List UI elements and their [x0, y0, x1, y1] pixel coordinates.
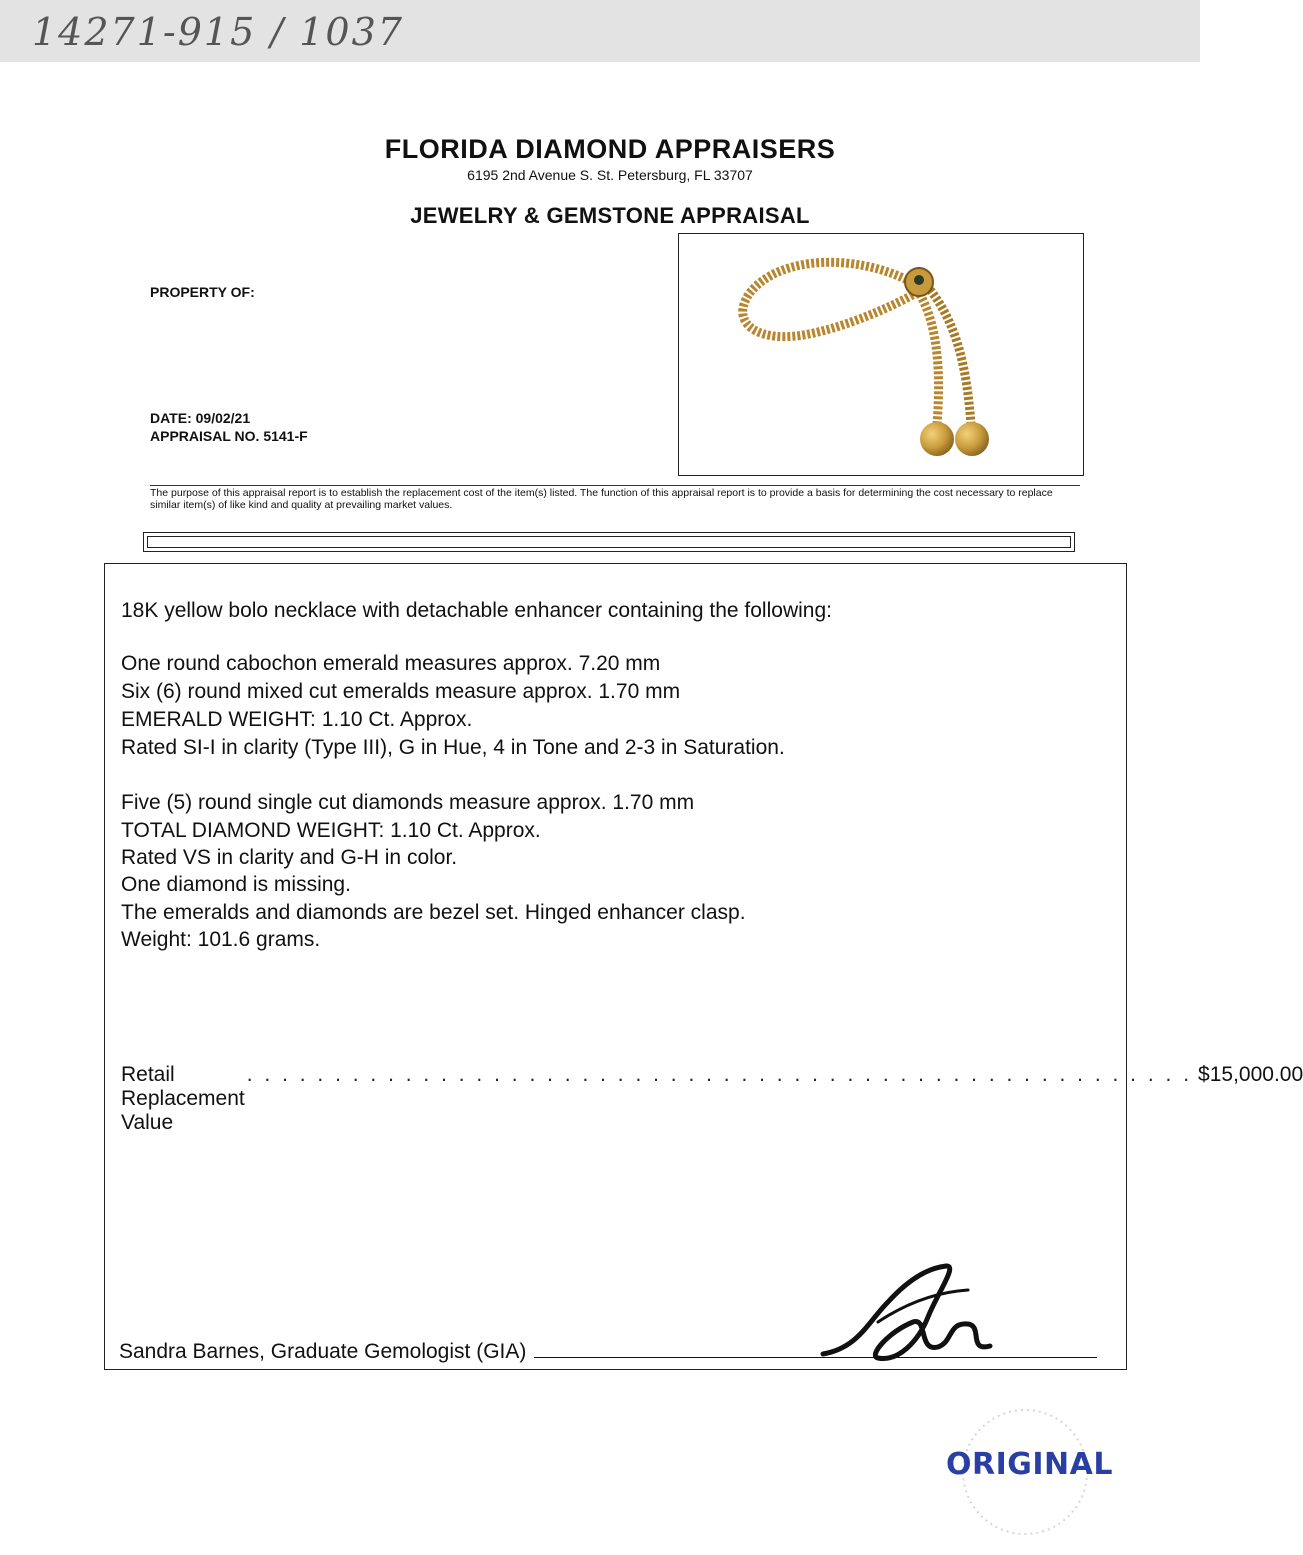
emerald-line-3: EMERALD WEIGHT: 1.10 Ct. Approx.	[121, 708, 473, 731]
diamond-line-2: TOTAL DIAMOND WEIGHT: 1.10 Ct. Approx.	[121, 819, 541, 842]
document-title: JEWELRY & GEMSTONE APPRAISAL	[410, 203, 810, 228]
date-field: DATE: 09/02/21	[150, 410, 251, 426]
double-rule-bar	[143, 532, 1075, 552]
company-address: 6195 2nd Avenue S. St. Petersburg, FL 33707	[467, 167, 753, 183]
retail-value-label: Retail Replacement Value	[121, 1063, 245, 1134]
item-intro: 18K yellow bolo necklace with detachable enhancer containing the following:	[121, 599, 832, 622]
purpose-statement: The purpose of this appraisal report is to establish the replacement cost of the item(s) listed. The function of this appraisal report is to provide a basis for determining the cost necessary to replace similar item(s) of like kind and quality at prevailing market values.	[150, 485, 1080, 511]
appraiser-name: Sandra Barnes, Graduate Gemologist (GIA)	[119, 1340, 527, 1363]
diamond-line-1: Five (5) round single cut diamonds measure approx. 1.70 mm	[121, 791, 695, 814]
emerald-line-1: One round cabochon emerald measures approx. 7.20 mm	[121, 652, 661, 675]
original-stamp: ORIGINAL	[946, 1447, 1113, 1482]
retail-value-amount: $15,000.00	[1198, 1063, 1303, 1086]
diamond-line-6: Weight: 101.6 grams.	[121, 928, 321, 951]
property-of-label: PROPERTY OF:	[150, 284, 255, 300]
diamond-line-4: One diamond is missing.	[121, 873, 351, 896]
diamond-line-5: The emeralds and diamonds are bezel set. Hinged enhancer clasp.	[121, 901, 746, 924]
signature-line	[534, 1335, 1097, 1358]
double-rule-inner	[147, 536, 1071, 548]
diamond-line-3: Rated VS in clarity and G-H in color.	[121, 846, 458, 869]
description-frame	[104, 563, 1127, 1070]
emerald-line-2: Six (6) round mixed cut emeralds measure approx. 1.70 mm	[121, 680, 681, 703]
signature-mark	[818, 1262, 998, 1372]
dot-leader: . . . . . . . . . . . . . . . . . . . . . . . . . . . . . . . . . . . . . . . . . . . . . . . . . . . . . .	[246, 1063, 1193, 1086]
retail-value-row	[121, 1063, 1303, 1135]
appraisal-number: APPRAISAL NO. 5141-F	[150, 428, 308, 444]
emerald-line-4: Rated SI-I in clarity (Type III), G in Hue, 4 in Tone and 2-3 in Saturation.	[121, 736, 785, 759]
necklace-image	[679, 234, 1083, 475]
company-name: FLORIDA DIAMOND APPRAISERS	[384, 134, 836, 164]
item-photo	[678, 233, 1084, 476]
handwritten-note: 14271-915 / 1037	[32, 10, 404, 54]
